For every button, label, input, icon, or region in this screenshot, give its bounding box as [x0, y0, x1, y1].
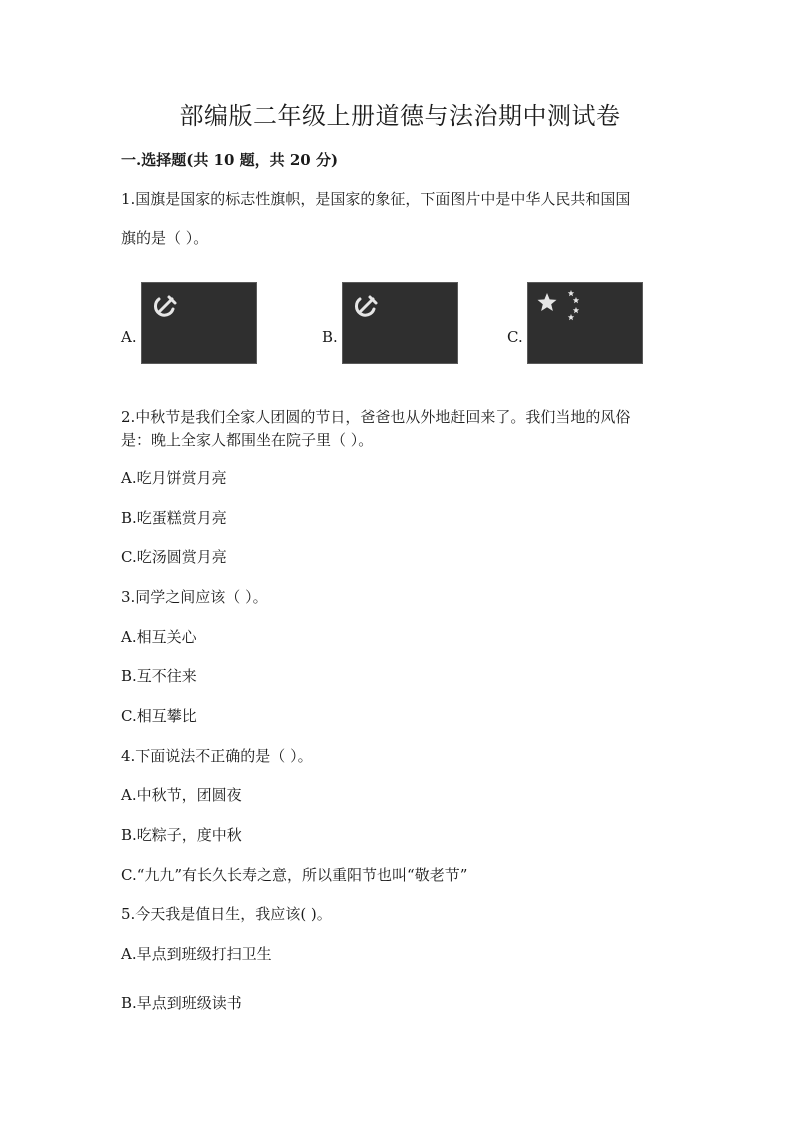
- page-title: 部编版二年级上册道德与法治期中测试卷: [179, 102, 621, 130]
- question-3-option-c[interactable]: C.相互攀比: [121, 707, 197, 725]
- hammer-sickle-icon: [155, 297, 175, 315]
- question-1-stem-line-2: 旗的是（ ）。: [121, 229, 209, 247]
- question-4-option-a[interactable]: A.中秋节，团圆夜: [121, 786, 242, 804]
- question-4-option-c[interactable]: C.“九九”有长久长寿之意，所以重阳节也叫“敬老节”: [121, 866, 468, 884]
- five-star-icon: [538, 290, 580, 320]
- question-4-option-b[interactable]: B.吃粽子，度中秋: [121, 826, 242, 844]
- party-flag-image: [141, 282, 257, 364]
- party-flag-image: [342, 282, 458, 364]
- question-1-option-c[interactable]: [507, 282, 647, 364]
- question-4-stem: 4.下面说法不正确的是（ ）。: [121, 747, 313, 765]
- question-2-option-b[interactable]: B.吃蛋糕赏月亮: [121, 509, 227, 527]
- option-a-letter: A.: [121, 328, 137, 346]
- question-1-option-a[interactable]: [121, 282, 261, 364]
- section-heading: 一.选择题(共 10 题，共 20 分): [121, 151, 339, 169]
- question-3-option-a[interactable]: A.相互关心: [121, 628, 197, 646]
- question-5-option-a[interactable]: A.早点到班级打扫卫生: [121, 945, 272, 963]
- question-3-stem: 3.同学之间应该（ ）。: [121, 588, 268, 606]
- option-b-letter: B.: [322, 328, 338, 346]
- question-5-stem: 5.今天我是值日生，我应该( )。: [121, 905, 332, 923]
- option-c-letter: C.: [507, 328, 523, 346]
- question-2-option-c[interactable]: C.吃汤圆赏月亮: [121, 548, 227, 566]
- question-5-option-b[interactable]: B.早点到班级读书: [121, 994, 242, 1012]
- question-1-option-b[interactable]: [322, 282, 462, 364]
- question-3-option-b[interactable]: B.互不往来: [121, 667, 197, 685]
- question-2-stem-line-1: 2.中秋节是我们全家人团圆的节日，爸爸也从外地赶回来了。我们当地的风俗: [121, 408, 631, 426]
- question-1-stem-line-1: 1.国旗是国家的标志性旗帜，是国家的象征，下面图片中是中华人民共和国国: [121, 190, 631, 208]
- national-flag-image: [527, 282, 643, 364]
- question-2-stem-line-2: 是：晚上全家人都围坐在院子里（ ）。: [121, 431, 374, 449]
- question-2-option-a[interactable]: A.吃月饼赏月亮: [121, 469, 227, 487]
- hammer-sickle-icon: [356, 297, 376, 315]
